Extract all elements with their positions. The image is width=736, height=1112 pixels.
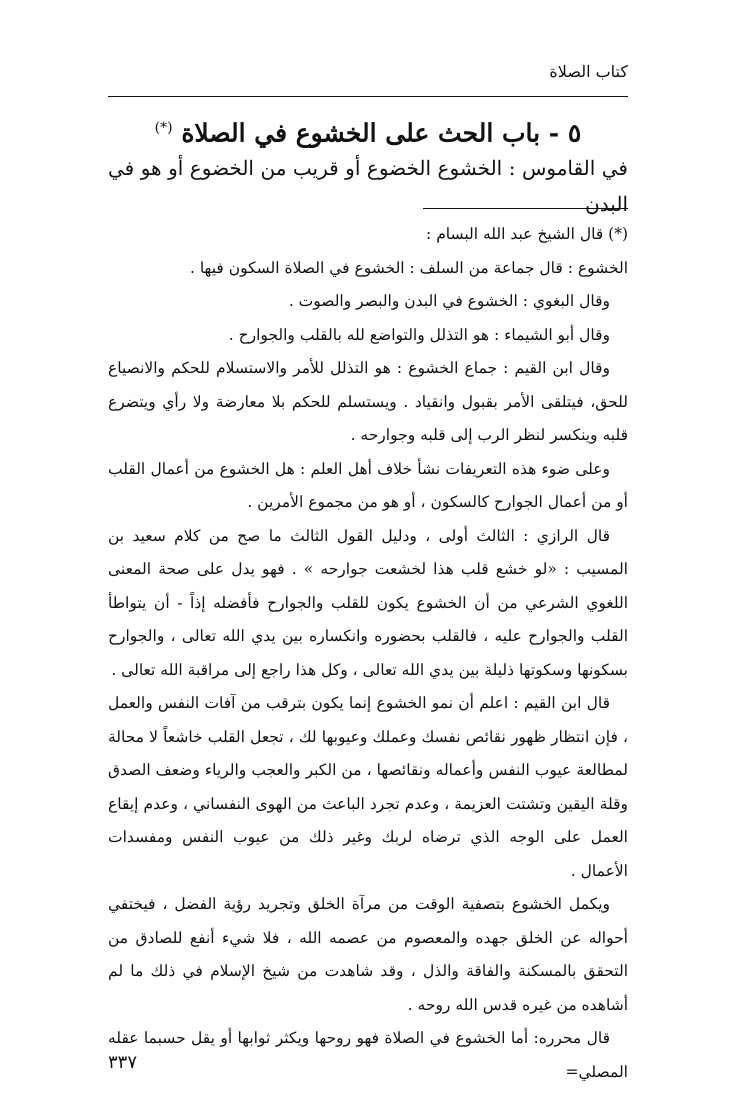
chapter-footnote-marker: (*) [154, 120, 173, 136]
footnote-paragraph: الخشوع : قال جماعة من السلف : الخشوع في الصلاة السكون فيها . [189, 258, 628, 277]
footnote-paragraph: قال الرازي : الثالث أولى ، ودليل القول الثالث ما صح من كلام سعيد بن المسيب : «لو خشع قلب هذا لخشعت جوارحه » . فهو يدل على صحة المعنى اللغوي الشرعي من أن الخشوع يكون للقلب والجوارح فأفضله إذاً - أن يتواطأ القلب والجوارح عليه ، فالقلب بحضوره وانكساره بين يدي الله تعالى ، والجوارح بسكونها وسكوتها ذليلة بين يدي الله تعالى ، وكل هذا راجع إلى مراقبة الله تعالى . [108, 526, 628, 679]
footnote-paragraph: قال ابن القيم : اعلم أن نمو الخشوع إنما يكون بترقب من آفات النفس والعمل ، فإن انتظار ظهور نقائص نفسك وعملك وعيوبها لك ، تجعل القلب خاشعاً لا محالة لمطالعة عيوب النفس وأعماله ونقائصها ، من الكبر والعجب والرياء وضعف الصدق وقلة اليقين وتشتت العزيمة ، وعدم تجرد الباعث من الهوى النفساني ، وعدم إيقاع العمل على الوجه الذي ترضاه لربك وغير ذلك من عيوب النفس ومفسدات الأعمال . [108, 694, 628, 880]
footnote-paragraph: قال محرره: أما الخشوع في الصلاة فهو روحها ويكثر ثوابها أو يقل حسبما عقله المصلي= [108, 1029, 628, 1081]
footnote-paragraph: وعلى ضوء هذه التعريفات نشأ خلاف أهل العلم : هل الخشوع من أعمال القلب أو من أعمال الجوارح كالسكون ، أو هو من مجموع الأمرين . [108, 459, 628, 511]
footnote-paragraph: (*) قال الشيخ عبد الله البسام : [426, 225, 628, 243]
main-text: في القاموس : الخشوع الخضوع أو قريب من الخضوع أو هو في البدن [108, 156, 628, 216]
chapter-title [108, 108, 628, 153]
footnote-section [108, 218, 628, 1089]
footnote-paragraph: وقال ابن القيم : جماع الخشوع : هو التذلل للأمر والاستسلام للحكم والانصياع للحق، فيتلقى الأمر بقبول وانقياد . ويستسلم للحكم بلا معارضة ولا رأي ويتضرع قلبه وينكسر لنظر الرب إلى قلبه وجوارحه . [108, 359, 628, 444]
header-divider [108, 96, 628, 97]
page-header [108, 62, 628, 90]
footnote-divider [423, 208, 628, 209]
page-number: ٣٣٧ [108, 1052, 138, 1073]
footnote-paragraph: وقال البغوي : الخشوع في البدن والبصر والصوت . [288, 292, 610, 310]
footnote-paragraph: وقال أبو الشيماء : هو التذلل والتواضع لله بالقلب والجوارح . [228, 325, 610, 344]
running-header-title: كتاب الصلاة [549, 62, 628, 81]
footnote-paragraph: ويكمل الخشوع بتصفية الوقت من مرآة الخلق وتجريد رؤية الفضل ، فيختفي أحواله عن الخلق جهده والمعصوم من عصمه الله ، فلا شيء أنفع للصادق من التحقق بالمسكنة والفاقة والذل ، وقد شاهدت من شيخ الإسلام في ذلك ما لم أشاهده من غيره قدس الله روحه . [108, 895, 628, 1014]
chapter-title-text: ٥ - باب الحث على الخشوع في الصلاة [181, 118, 582, 148]
